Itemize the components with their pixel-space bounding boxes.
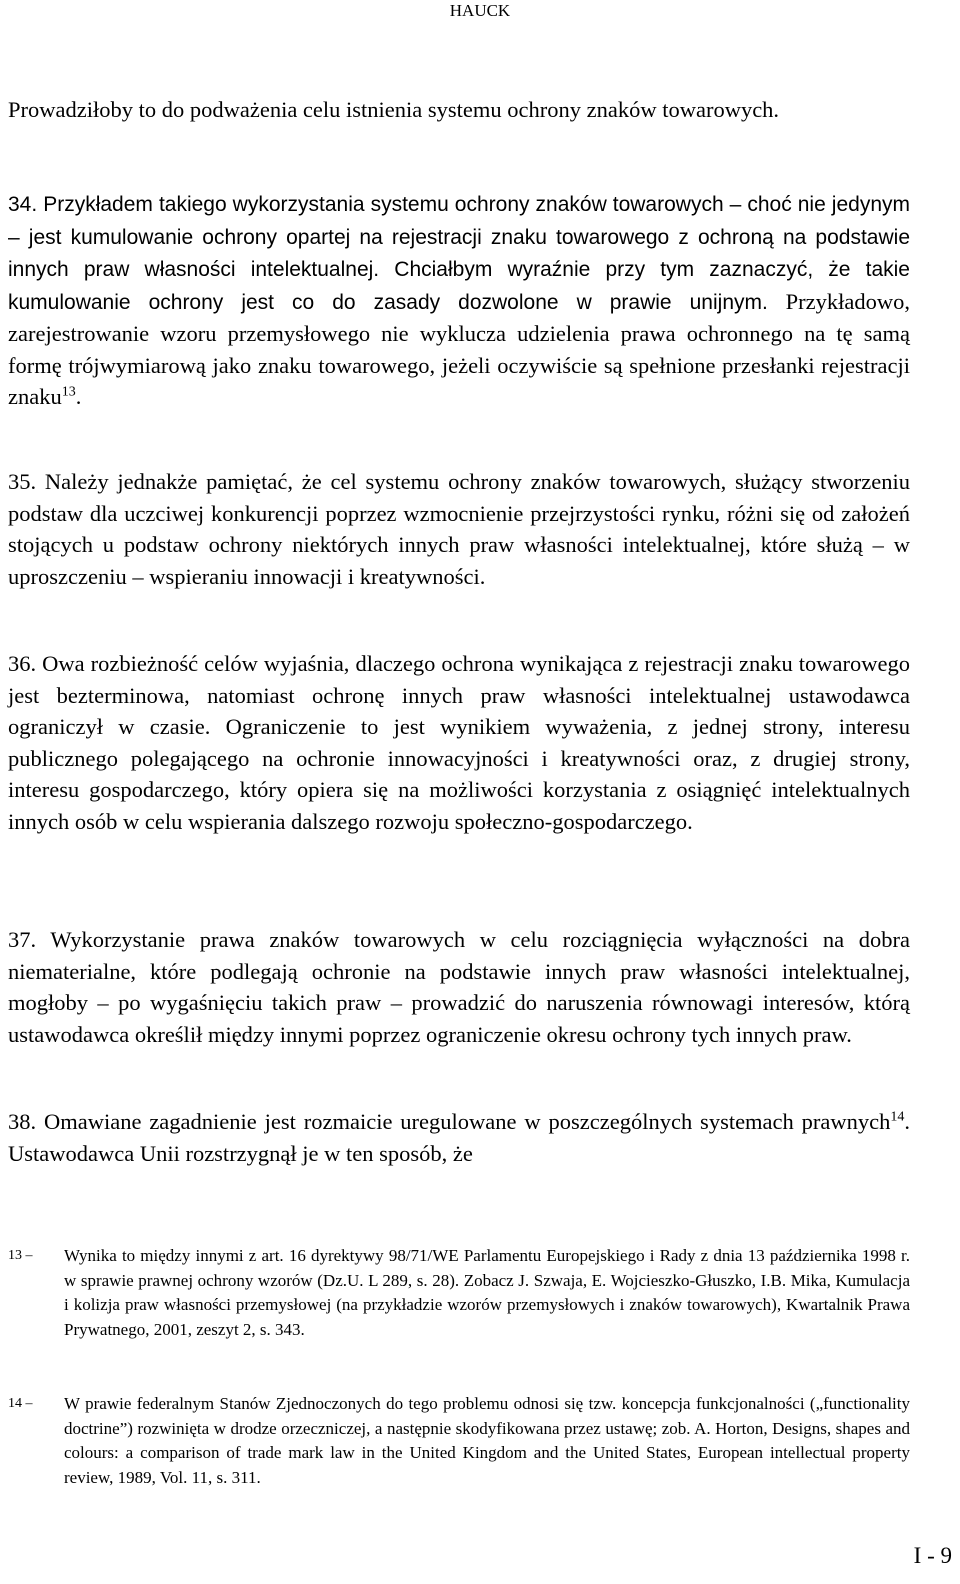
footnote-14 [8,1392,910,1490]
paragraph-36: 36. Owa rozbieżność celów wyjaśnia, dlaczego ochrona wynikająca z rejestracji znaku towarowego jest bezterminowa, natomiast ochronę innych praw własności intelektualnej ustawodawca ograniczył w czasie. Ograniczenie to jest wynikiem wyważenia, z jednej strony, interesu publicznego polegającego na ochronie innowacyjności i kreatywności oraz, z drugiej strony, interesu gospodarczego, który opiera się na możliwości korzystania z osiągnięć intelektualnych innych osób w celu wspierania dalszego rozwoju społeczno-gospodarczego. [8,651,910,834]
paragraph-34-serif-part: Przykładowo, zarejestrowanie wzoru przemysłowego nie wyklucza udzielenia prawa ochronnego na tę samą formę trójwymiarową jako znaku towarowego, jeżeli oczywiście są spełnione przesłanki rejestracji znaku [8,288,911,409]
footnote-13-mark: 13 – [8,1248,33,1263]
paragraph-38 [8,1106,910,1169]
running-header: HAUCK [449,1,511,20]
footnote-13-text: Wynika to między innymi z art. 16 dyrektywy 98/71/WE Parlamentu Europejskiego i Rady z dnia 13 października 1998 r. w sprawie prawnej ochrony wzorów (Dz.U. L 289, s. 28). Zobacz J. Szwaja, E. Wojcieszko-Głuszko, I.B. Mika, Kumulacja i kolizja praw własności przemysłowej (na przykładzie wzorów przemysłowych i znaków towarowych), Kwartalnik Prawa Prywatnego, 2001, zeszyt 2, s. 343. [64,1246,910,1339]
paragraph-38-text-b: . Ustawodawca Unii rozstrzygnął je w ten sposób, że [8,1109,910,1166]
footnote-14-mark: 14 – [8,1396,33,1411]
paragraph-37: 37. Wykorzystanie prawa znaków towarowych w celu rozciągnięcia wyłączności na dobra niematerialne, które podlegają ochronie na podstawie innych praw własności intelektualnej, mogłoby – po wygaśnięciu takich praw – prowadzić do naruszenia równowagi interesów, którą ustawodawca określił między innymi poprzez ograniczenie okresu ochrony tych innych praw. [8,927,910,1047]
paragraph-38-text-a: 38. Omawiane zagadnienie jest rozmaicie uregulowane w poszczególnych systemach prawnych [8,1109,891,1134]
page-number: I - 9 [913,1543,952,1568]
footnote-14-text: W prawie federalnym Stanów Zjednoczonych do tego problemu odnosi się tzw. koncepcja funkcjonalności („functionality doctrine”) rozwinięta w drodze orzeczniczej, a następnie skodyfikowana przez ustawę; zob. A. Horton, Designs, shapes and colours: a comparison of trade mark law in the United Kingdom and the United States, European intellectual property review, 1989, Vol. 11, s. 311. [64,1394,910,1487]
paragraph-continuation: Prowadziłoby to do podważenia celu istnienia systemu ochrony znaków towarowych. [8,97,780,122]
paragraph-35: 35. Należy jednakże pamiętać, że cel systemu ochrony znaków towarowych, służący stworzeniu podstaw dla uczciwej konkurencji poprzez wzmocnienie przejrzystości rynku, różni się od założeń stojących u podstaw ochrony niektórych innych praw własności intelektualnej, które służą – w uproszczeniu – wspieraniu innowacji i kreatywności. [8,469,910,589]
footnote-13 [8,1244,910,1342]
footnote-ref-14[interactable]: 14 [890,1109,905,1125]
footnote-ref-13[interactable]: 13 [61,384,76,400]
paragraph-34-end: . [75,384,82,409]
paragraph-34 [8,188,910,413]
paragraph-34-sans-part: 34. Przykładem takiego wykorzystania systemu ochrony znaków towarowych – choć nie jedynym – jest kumulowanie ochrony opartej na rejestracji znaku towarowego z ochroną na podstawie innych praw własności intelektualnej. Chciałbym wyraźnie przy tym zaznaczyć, że takie kumulowanie ochrony jest co do zasady dozwolone w prawie unijnym. [8,193,910,314]
